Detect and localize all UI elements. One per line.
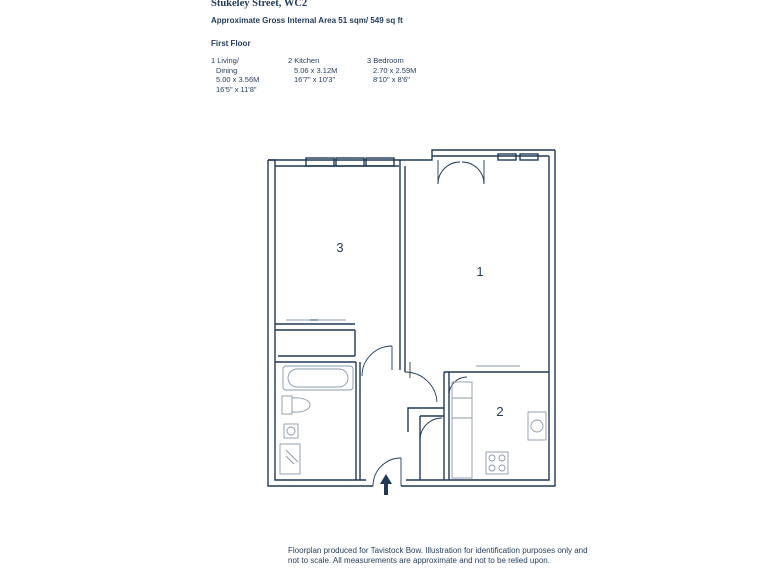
room-label-living: 1 (476, 264, 484, 279)
room-spec-metric: 5.00 x 3.56M (216, 75, 260, 84)
fixtures (280, 320, 546, 478)
room-label-bedroom: 3 (336, 240, 344, 255)
arrow-up-icon (380, 474, 392, 495)
room-spec-name: 1 Living/ (211, 56, 239, 65)
room-spec-imperial: 16'7" x 10'3" (294, 75, 336, 84)
page-title: Stukeley Street, WC2 (211, 0, 308, 9)
gross-internal-area: Approximate Gross Internal Area 51 sqm/ 549 sq ft (211, 16, 403, 25)
balcony-doors (438, 160, 484, 184)
room-spec-metric: 2.70 x 2.59M (373, 65, 417, 75)
walls (268, 150, 555, 486)
internal-doors (362, 346, 467, 486)
room-label-kitchen: 2 (496, 404, 504, 419)
disclaimer: Floorplan produced for Tavistock Bow. Illustration for identification purposes only and not to scale. All measurements are approximate and not to be relied upon. (288, 546, 588, 565)
room-spec-imperial: 8'10" x 8'6" (373, 75, 410, 84)
room-spec-name: 3 Bedroom (367, 56, 404, 65)
room-spec-name: 2 Kitchen (288, 56, 320, 65)
room-spec-imperial: 16'5" x 11'8" (216, 84, 257, 94)
room-spec-name-cont: Dining (216, 65, 238, 75)
floor-name: First Floor (211, 39, 251, 48)
room-spec-metric: 5.06 x 3.12M (294, 65, 338, 75)
